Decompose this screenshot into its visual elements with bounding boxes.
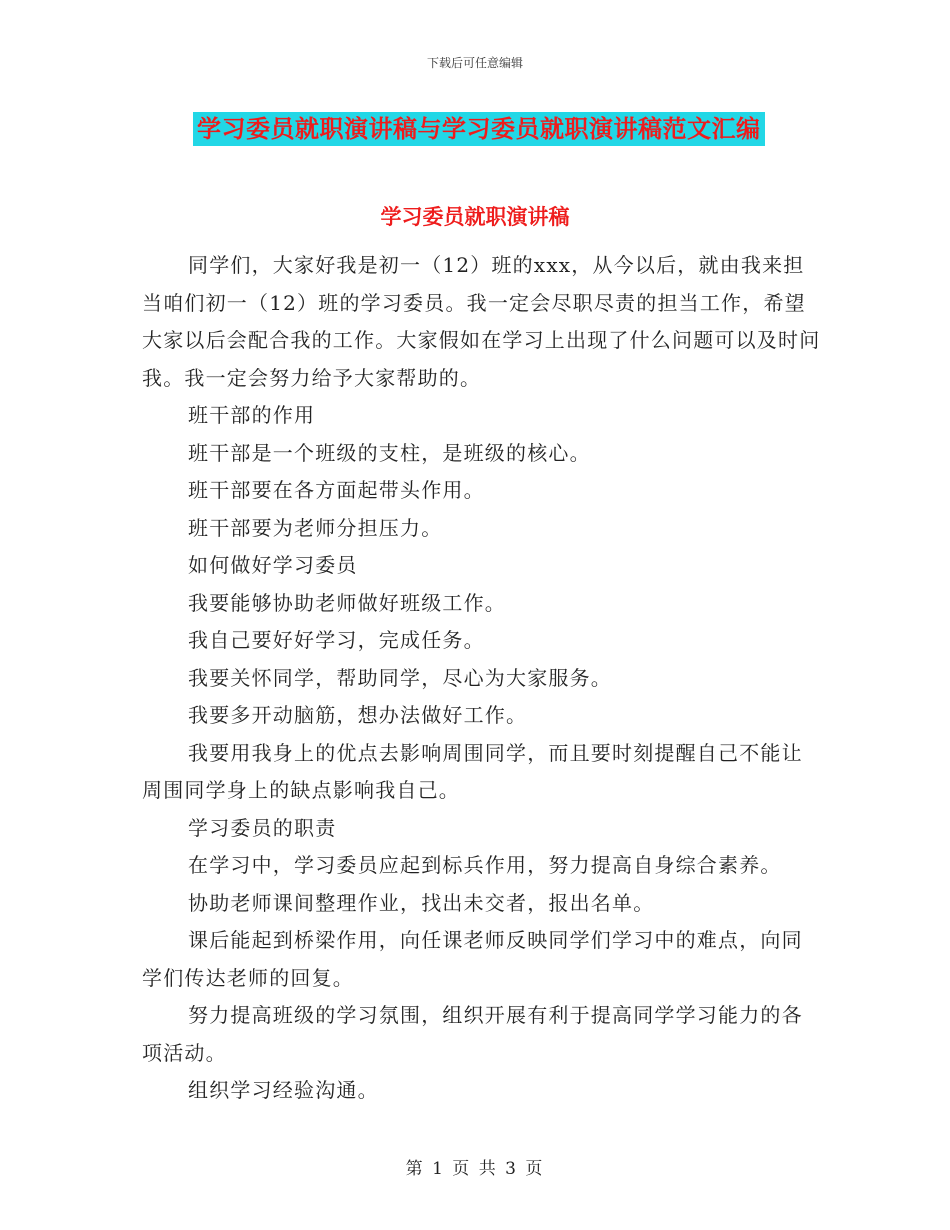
paragraph: 我要关怀同学，帮助同学，尽心为大家服务。 <box>188 665 612 690</box>
paragraph: 在学习中，学习委员应起到标兵作用，努力提高自身综合素养。 <box>188 853 782 877</box>
paragraph: 组织学习经验沟通。 <box>188 1078 379 1102</box>
document-body <box>142 247 822 1110</box>
paragraph: 我自己要好好学习，完成任务。 <box>188 628 485 652</box>
paragraph: 协助老师课间整理作业，找出未交者，报出名单。 <box>188 890 655 915</box>
document-title: 学习委员就职演讲稿与学习委员就职演讲稿范文汇编 <box>193 112 765 146</box>
paragraph: 我要用我身上的优点去影响周围同学，而且要时刻提醒自己不能让周围同学身上的缺点影响我自己。 <box>142 740 803 802</box>
section-title: 学习委员就职演讲稿 <box>380 205 570 229</box>
paragraph-intro: 同学们，大家好我是初一（12）班的xxx，从今以后，就由我来担当咱们初一（12）班的学习委员。我一定会尽职尽责的担当工作，希望大家以后会配合我的工作。大家假如在学习上出现了什么问题可以及时问我。我一定会努力给予大家帮助的。 <box>142 253 821 390</box>
subheading-duties: 学习委员的职责 <box>188 815 337 840</box>
paragraph: 努力提高班级的学习氛围，组织开展有利于提高同学学习能力的各项活动。 <box>142 1003 803 1065</box>
paragraph: 课后能起到桥梁作用，向任课老师反映同学们学习中的难点，向同学们传达老师的回复。 <box>142 928 803 990</box>
subheading-role: 班干部的作用 <box>188 403 316 427</box>
paragraph: 我要多开动脑筋，想办法做好工作。 <box>188 703 528 727</box>
subheading-how-to: 如何做好学习委员 <box>188 553 358 577</box>
page-footer: 第 1 页 共 3 页 <box>405 1159 545 1179</box>
header-note: 下载后可任意编辑 <box>426 56 523 70</box>
paragraph: 班干部是一个班级的支柱，是班级的核心。 <box>188 440 591 465</box>
paragraph: 我要能够协助老师做好班级工作。 <box>188 590 506 615</box>
paragraph: 班干部要在各方面起带头作用。 <box>188 478 485 502</box>
paragraph: 班干部要为老师分担压力。 <box>188 515 443 540</box>
